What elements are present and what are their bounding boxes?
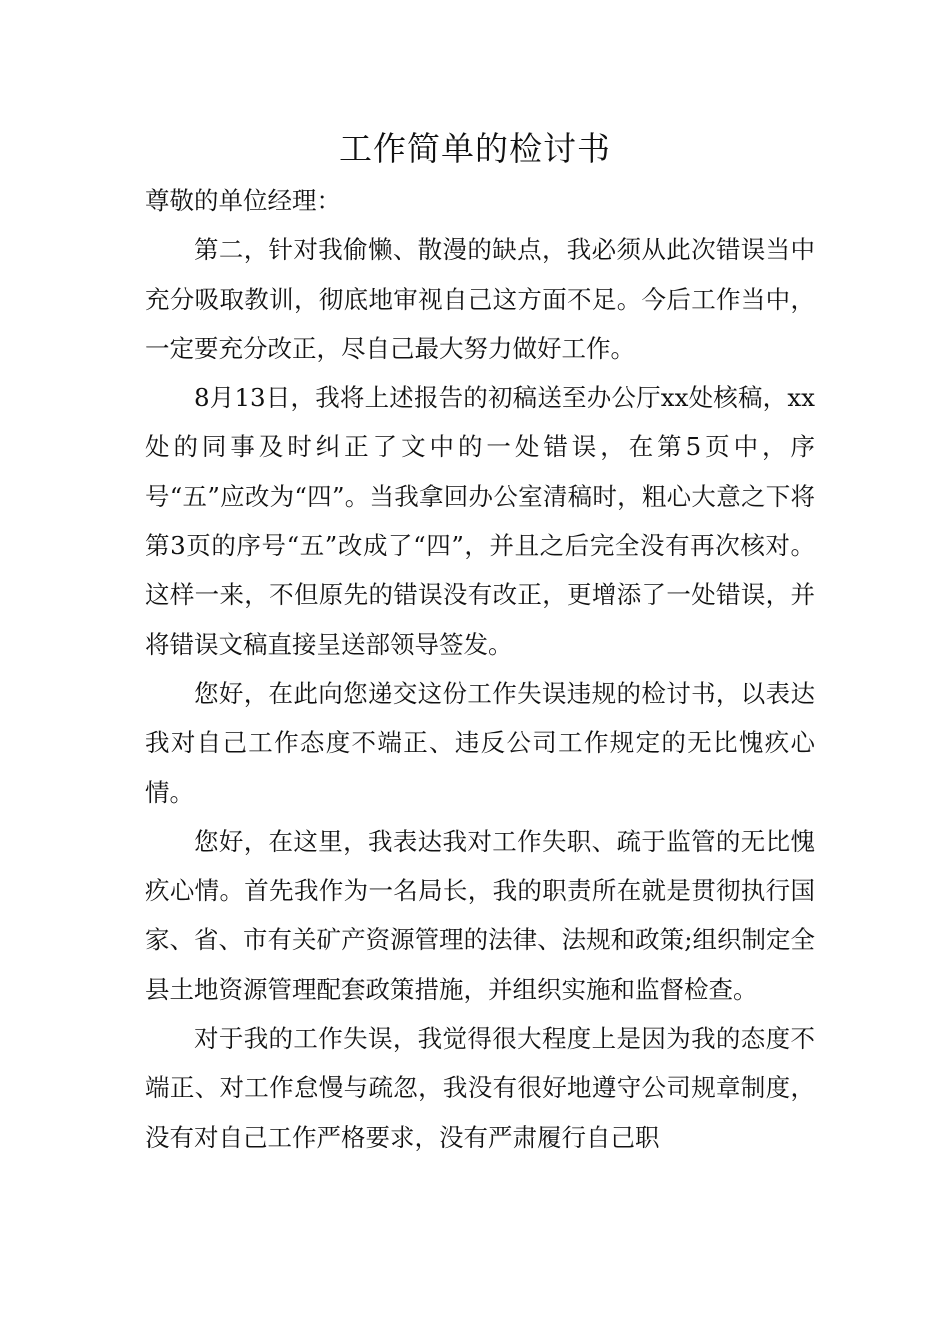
document-body — [145, 176, 815, 1162]
document-title: 工作简单的检讨书 — [339, 129, 611, 168]
paragraph-5: 对于我的工作失误，我觉得很大程度上是因为我的态度不端正、对工作怠慢与疏忽，我没有很好地遵守公司规章制度，没有对自己工作严格要求，没有严肃履行自己职 — [145, 1024, 815, 1152]
salutation: 尊敬的单位经理： — [145, 186, 341, 215]
paragraph-4: 您好，在这里，我表达我对工作失职、疏于监管的无比愧疚心情。首先我作为一名局长，我的职责所在就是贯彻执行国家、省、市有关矿产资源管理的法律、法规和政策;组织制定全县土地资源管理配套政策措施，并组织实施和监督检查。 — [145, 826, 815, 1004]
paragraph-1: 第二，针对我偷懒、散漫的缺点，我必须从此次错误当中充分吸取教训，彻底地审视自己这方面不足。今后工作当中，一定要充分改正，尽自己最大努力做好工作。 — [145, 235, 815, 363]
paragraph-3: 您好，在此向您递交这份工作失误违规的检讨书，以表达我对自己工作态度不端正、违反公司工作规定的无比愧疚心情。 — [145, 678, 815, 807]
paragraph-2: 8月13日，我将上述报告的初稿送至办公厅xx处核稿，xx处的同事及时纠正了文中的一处错误，在第5页中，序号“五”应改为“四”。当我拿回办公室清稿时，粗心大意之下将第3页的序号“五”改成了“四”，并且之后完全没有再次核对。这样一来，不但原先的错误没有改正，更增添了一处错误，并将错误文稿直接呈送部领导签发。 — [145, 383, 815, 659]
